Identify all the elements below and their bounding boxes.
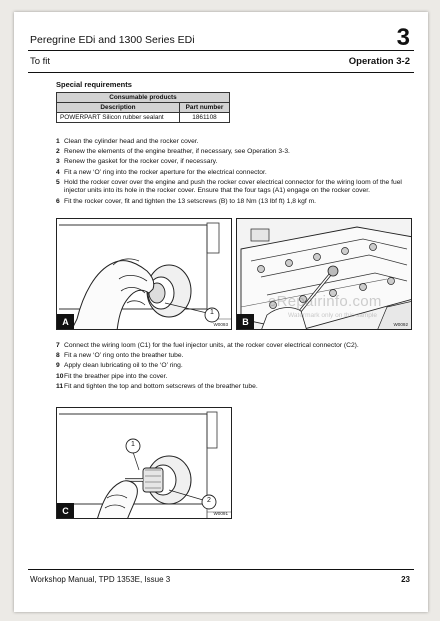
- figure-a-connector-tags: [56, 218, 232, 330]
- section-rule: [28, 72, 414, 73]
- step-number: 5: [56, 178, 60, 186]
- column-header-part-number: Part number: [180, 103, 230, 113]
- step-text: Fit the rocker cover, fit and tighten the 13 setscrews (B) to 18 Nm (13 lbf ft) 1,8 kgf m.: [64, 197, 316, 205]
- step-number: 4: [56, 168, 60, 176]
- step-number: 3: [56, 158, 60, 166]
- step-text: Fit the breather pipe into the cover.: [64, 372, 168, 380]
- figure-c-label: C: [57, 503, 74, 518]
- step-text: Connect the wiring loom (C1) for the fuel injector units, at the rocker cover electrical connector (C2).: [64, 342, 359, 349]
- step-item: [56, 383, 418, 392]
- figure-c-wiring-loom: [56, 407, 232, 519]
- step-number: 11: [56, 382, 64, 390]
- step-number: 9: [56, 362, 60, 370]
- steps-list-1: [56, 138, 418, 208]
- step-item: [56, 158, 418, 167]
- consumables-table-caption: Consumable products: [57, 93, 230, 103]
- step-number: 6: [56, 197, 60, 205]
- watermark-subtext: Watermark only on this sample: [288, 312, 377, 319]
- column-header-description: Description: [57, 103, 180, 113]
- figure-c-callout-2: 2: [207, 497, 211, 504]
- step-number: 1: [56, 138, 60, 145]
- watermark-text: eRepairinfo.com: [268, 293, 382, 310]
- step-text: Renew the gasket for the rocker cover, if necessary.: [64, 158, 218, 166]
- special-requirements-heading: Special requirements: [56, 80, 132, 89]
- step-text: Clean the cylinder head and the rocker cover.: [64, 138, 199, 145]
- step-text: Fit and tighten the top and bottom setscrews of the breather tube.: [64, 382, 258, 390]
- operation-number: Operation 3-2: [348, 56, 410, 67]
- figure-b-label: B: [237, 314, 254, 329]
- step-number: 7: [56, 342, 60, 349]
- step-item: [56, 373, 418, 382]
- step-item: [56, 138, 418, 147]
- step-number: 10: [56, 372, 64, 380]
- figure-a-code: W0093: [213, 322, 228, 327]
- step-text: Apply clean lubricating oil to the ‘O’ ring.: [64, 362, 183, 370]
- step-item: [56, 352, 418, 361]
- step-text: Fit a new ‘O’ ring onto the breather tube.: [64, 352, 184, 360]
- table-cell-part-number: 1861108: [180, 113, 230, 123]
- figure-b-code: W0092: [393, 322, 408, 327]
- table-cell-description: POWERPART Silicon rubber sealant: [57, 113, 180, 123]
- steps-list-2: [56, 342, 418, 393]
- step-text: Fit a new ‘O’ ring into the rocker aperture for the electrical connector.: [64, 168, 267, 176]
- table-row: [57, 113, 230, 123]
- header-chapter-number: 3: [396, 24, 410, 51]
- step-item: [56, 342, 418, 351]
- figure-a-label: A: [57, 314, 74, 329]
- footer-page-number: 23: [401, 575, 410, 584]
- step-text: Renew the elements of the engine breather, if necessary, see Operation 3-3.: [64, 148, 290, 156]
- figure-c-callout-1: 1: [131, 441, 135, 448]
- step-item: [56, 198, 418, 207]
- figure-a-callout-1: 1: [210, 309, 214, 316]
- footer-rule: [28, 569, 414, 570]
- step-number: 2: [56, 148, 60, 156]
- section-title: To fit: [30, 56, 51, 67]
- step-item: [56, 179, 418, 196]
- figure-c-code: W0091: [213, 511, 228, 516]
- step-number: 8: [56, 352, 60, 360]
- footer-manual-issue: Workshop Manual, TPD 1353E, Issue 3: [30, 575, 171, 584]
- step-item: [56, 362, 418, 371]
- manual-page: [14, 12, 428, 612]
- header-series-title: Peregrine EDi and 1300 Series EDi: [30, 34, 195, 46]
- header-rule: [28, 50, 414, 51]
- step-item: [56, 169, 418, 178]
- step-text: Hold the rocker cover over the engine and push the rocker cover electrical connector for the wiring loom of the fuel injector units into its hole in the rocker cover. Ensure that the four tags (A1) engage on the rocker cover.: [64, 178, 402, 195]
- step-item: [56, 148, 418, 157]
- consumables-table: [56, 92, 230, 123]
